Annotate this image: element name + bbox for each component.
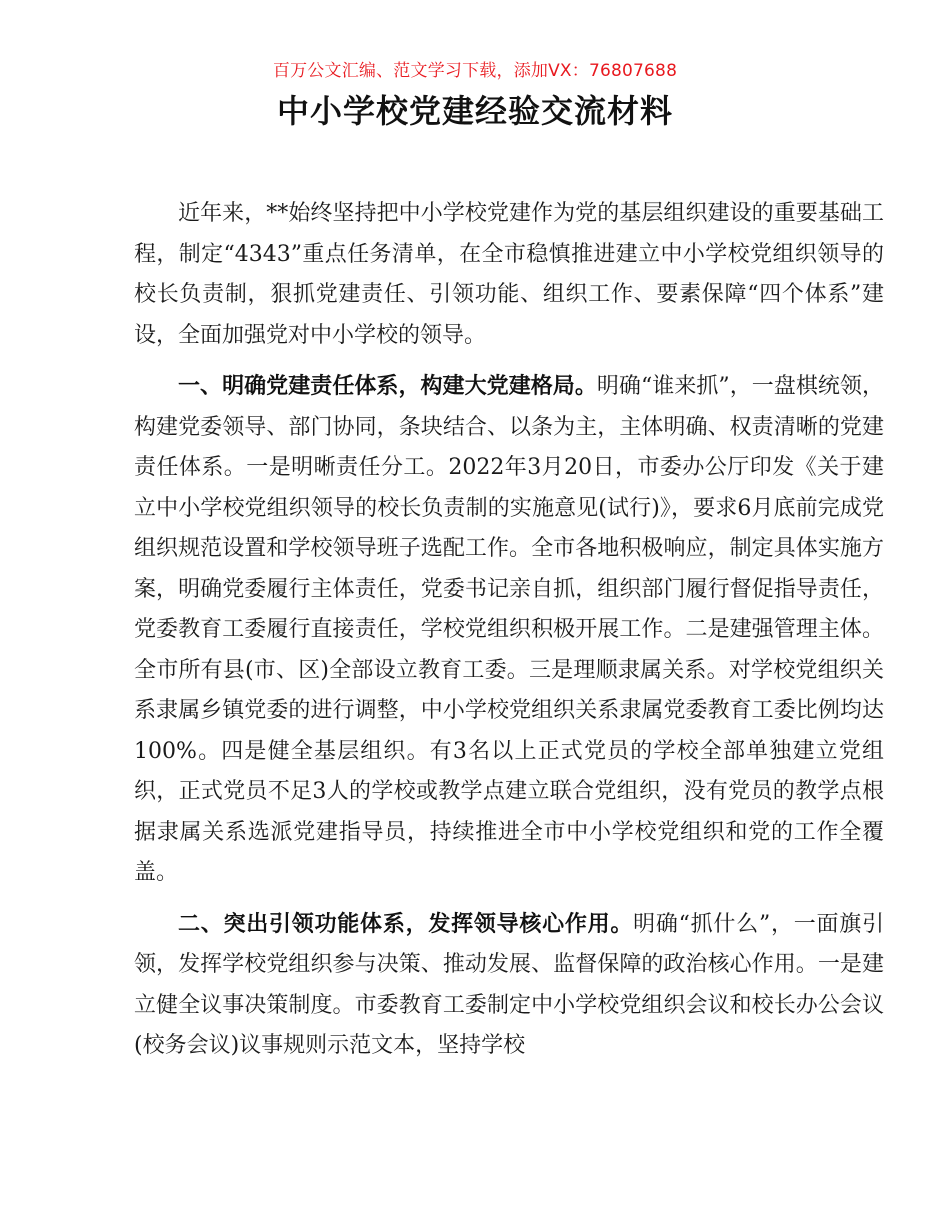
paragraph-section-1 xyxy=(134,367,884,894)
page-title: 中小学校党建经验交流材料 xyxy=(276,92,673,130)
paragraph-intro xyxy=(134,194,884,356)
paragraph-text: 近年来，**始终坚持把中小学校党建作为党的基层组织建设的重要基础工程，制定“4343”重点任务清单，在全市稳慎推进建立中小学校党组织领导的校长负责制，狠抓党建责任、引领功能、组织工作、要素保障“四个体系”建设，全面加强党对中小学校的领导。 xyxy=(134,201,884,348)
section-heading: 一、明确党建责任体系，构建大党建格局。 xyxy=(178,374,597,399)
section-heading: 二、突出引领功能体系，发挥领导核心作用。 xyxy=(178,911,634,937)
paragraph-text: 明确“谁来抓”，一盘棋统领，构建党委领导、部门协同，条块结合、以条为主，主体明确、权责清晰的党建责任体系。一是明晰责任分工。2022年3月20日，市委办公厅印发《关于建立中小学校党组织领导的校长负责制的实施意见(试行)》，要求6月底前完成党组织规范设置和学校领导班子选配工作。全市各地积极响应，制定具体实施方案，明确党委履行主体责任，党委书记亲自抓，组织部门履行督促指导责任，党委教育工委履行直接责任，学校党组织积极开展工作。二是建强管理主体。全市所有县(市、区)全部设立教育工委。三是理顺隶属关系。对学校党组织关系隶属乡镇党委的进行调整，中小学校党组织关系隶属党委教育工委比例均达100%。四是健全基层组织。有3名以上正式党员的学校全部单独建立党组织，正式党员不足3人的学校或教学点建立联合党组织，没有党员的教学点根据隶属关系选派党建指导员，持续推进全市中小学校党组织和党的工作全覆盖。 xyxy=(134,374,884,885)
paragraph-section-2 xyxy=(134,905,884,1067)
paragraph-text: 明确“抓什么”，一面旗引领，发挥学校党组织参与决策、推动发展、监督保障的政治核心作用。一是建立健全议事决策制度。市委教育工委制定中小学校党组织会议和校长办公会议(校务会议)议事规则示范文本，坚持学校 xyxy=(134,911,884,1058)
document-body xyxy=(134,194,884,1078)
watermark-banner: 百万公文汇编、范文学习下载，添加VX：76807688 xyxy=(272,61,678,81)
